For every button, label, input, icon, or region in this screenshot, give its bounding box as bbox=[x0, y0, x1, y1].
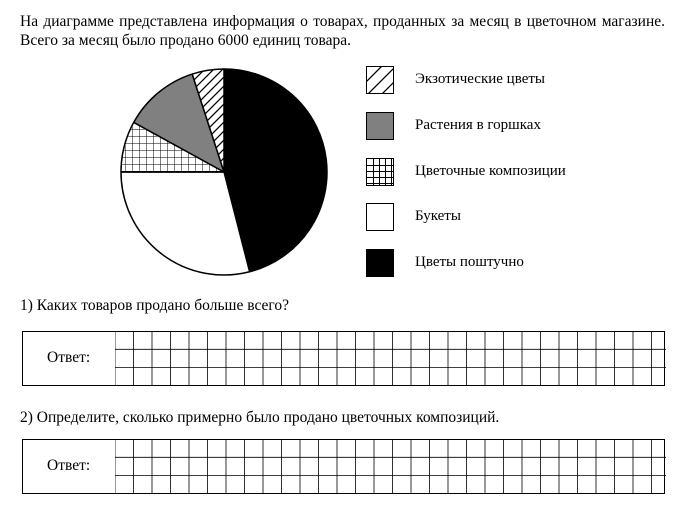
question-2: 2) Определите, сколько примерно было продано цветочных композиций. bbox=[20, 409, 500, 426]
legend-item-exotic bbox=[366, 66, 626, 96]
answer-label: Ответ: bbox=[47, 457, 91, 474]
grid-lines bbox=[115, 331, 666, 386]
legend-swatch-white bbox=[366, 203, 394, 231]
legend-swatch-diagonal bbox=[366, 66, 394, 94]
answer-box-2[interactable] bbox=[22, 439, 665, 494]
answer-box-1[interactable] bbox=[22, 331, 665, 386]
pie-chart bbox=[118, 66, 330, 278]
legend-label: Растения в горшках bbox=[415, 117, 541, 133]
legend-label: Экзотические цветы bbox=[415, 71, 545, 87]
grid-lines bbox=[115, 439, 666, 494]
intro-text: На диаграмме представлена информация о товарах, проданных за месяц в цветочном магазине. Всего за месяц было продано 6000 единиц товара. bbox=[20, 13, 665, 49]
legend-swatch-gray bbox=[366, 112, 394, 140]
legend-item-compositions bbox=[366, 158, 626, 188]
answer-label: Ответ: bbox=[47, 349, 91, 366]
legend-label: Букеты bbox=[415, 208, 461, 224]
legend-item-potted bbox=[366, 112, 626, 142]
legend-item-single bbox=[366, 249, 626, 279]
answer-grid[interactable] bbox=[115, 331, 666, 386]
question-1: 1) Каких товаров продано больше всего? bbox=[20, 297, 289, 314]
answer-grid[interactable] bbox=[115, 439, 666, 494]
legend-swatch-grid bbox=[366, 158, 394, 186]
legend-item-bouquets bbox=[366, 203, 626, 233]
legend-label: Цветы поштучно bbox=[415, 254, 524, 270]
legend-label: Цветочные композиции bbox=[415, 163, 566, 179]
legend-swatch-black bbox=[366, 249, 394, 277]
